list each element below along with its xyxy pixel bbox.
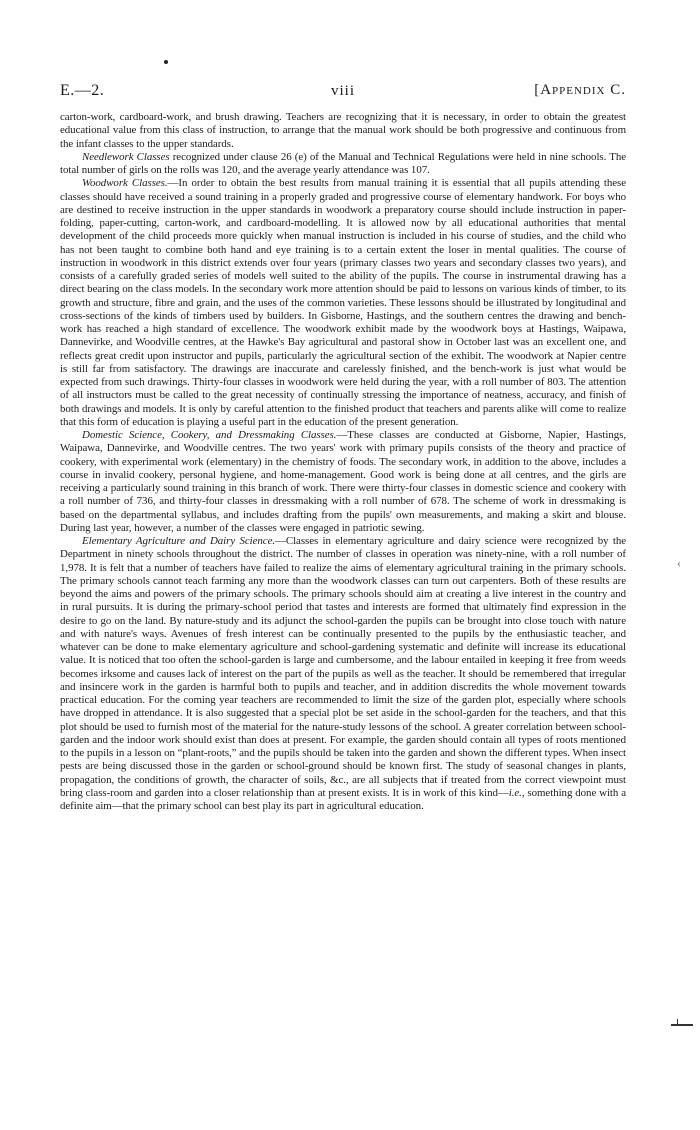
- abbreviation-ie: i.e.,: [508, 786, 525, 799]
- document-code: E.—2.: [60, 82, 105, 99]
- section-heading-needlework: Needlework Classes: [82, 150, 170, 163]
- margin-mark-icon: ‹: [677, 556, 681, 570]
- paragraph-domestic-science: [60, 429, 626, 535]
- paragraph-needlework: [60, 151, 626, 178]
- margin-pen-stroke-icon: [671, 1024, 693, 1026]
- page-header: [60, 82, 626, 102]
- paragraph-text: —These classes are conducted at Gisborne, Napier, Hastings, Waipawa, Dannevirke, and Woodville centres. The two years' work with primary pupils consists of the theory and practice of cookery, with experimental work (elementary) in the chemistry of foods. The secondary work, in addition to the above, includes a course in invalid cookery, personal hygiene, and home-management. Good work is being done at all centres, and the girls are receiving a particularly sound training in this branch of work. There were thirty-four classes in domestic science and cookery with a roll number of 736, and thirty-four classes in dressmaking with a roll number of 678. The scheme of work in dressmaking is based on the departmental syllabus, and includes drafting from the pupils' own measurements, and making a skirt and blouse. During last year, however, a number of the classes were engaged in patriotic sewing.: [60, 429, 626, 534]
- ink-dot: [164, 60, 168, 64]
- paragraph-text: recognized under clause 26 (e) of the Manual and Technical Regulations were held in nine schools. The total number of girls on the rolls was 120, and the average yearly attendance was 107.: [60, 150, 626, 176]
- page-number: viii: [330, 83, 355, 99]
- paragraph-text: —In order to obtain the best results from manual training it is essential that all pupils attending these classes should have received a sound training in a properly graded and progressive course of elementary handwork. For boys who are destined to receive instruction in the upper standards in woodwork a preparatory course should include instruction in paper-folding, paper-cutting, carton-work, and cardboard-modelling. It is allowed now by all educational authorities that mental development of the child proceeds more quickly when manual instruction is included in his course of studies, and the child who has not been taught to combine both hand and eye training is to a certain extent the loser in mental qualities. The course of instruction in woodwork in this district extends over four years (primary classes two years and secondary classes two years), and consists of a carefully graded series of models well suited to the ability of the pupils. The course in instrumental drawing has a direct bearing on the class models. In the secondary work more attention should be paid to lessons on various kinds of timber, to its growth and structure, fibre and grain, and the uses of the common varieties. These lessons should be illustrated by longitudinal and cross-sections of the kinds of timbers used by builders. In Gisborne, Hastings, and the southern centres the drawing and bench-work has reached a high standard of excellence. The woodwork exhibit made by the woodwork boys at Hastings, Waipawa, Dannevirke, and Woodville centres, at the Hawke's Bay agricultural and pastoral show in October last was an excellent one, and reflects great credit upon instructor and pupils, particularly the agricultural section of the exhibit. The woodwork at Napier centre is still far from satisfactory. The drawings are inaccurate and carelessly finished, and the bench-work is just what would be expected from such drawings. Thirty-four classes in woodwork were held during the year, with a roll number of 803. The attention of all instructors must be called to the great necessity of continually stressing the importance of neatness, accuracy, and finish of both drawings and models. It is only by careful attention to the finished product that teachers and parents alike will come to realize that this form of education is playing a useful part in the education of the present generation.: [60, 177, 626, 428]
- appendix-label: [Appendix C.: [534, 82, 626, 98]
- paragraph-text-tail: something done with a definite aim—that the primary school can best play its part in agricultural education.: [60, 786, 626, 812]
- section-heading-agriculture: Elementary Agriculture and Dairy Science.: [82, 535, 276, 547]
- section-heading-woodwork: Woodwork Classes.: [82, 177, 168, 190]
- section-heading-domestic-science: Domestic Science, Cookery, and Dressmaking Classes.: [82, 429, 337, 441]
- paragraph-woodwork: [60, 177, 626, 429]
- paragraph-agriculture: [60, 535, 626, 813]
- paragraph-carton-work: [60, 111, 626, 151]
- report-body: [60, 111, 626, 813]
- paragraph-text: —Classes in elementary agriculture and dairy science were recognized by the Department in ninety schools throughout the district. The number of classes in operation was ninety-nine, with a roll number of 1,978. It is felt that a number of teachers have failed to realize the aims of elementary agricultural training in the primary schools. The primary schools cannot teach farming any more than the woodwork classes can turn out carpenters. Both of these results are beyond the aims and powers of the primary schools. The primary schools should aim at creating a live interest in the country and in rural pursuits. It is during the primary-school period that tastes and interests are formed that ultimately find expression in the desire to go on the land. By nature-study and its adjunct the school-garden the pupils can be brought into close touch with nature and with nature's ways. Avenues of fresh interest can be continually presented to the pupils by the enthusiastic teacher, and whatever can be done to make elementary agriculture and school-gardening systematic and definite will increase its educational value. It is noticed that too often the school-garden is large and cumbersome, and the labour entailed in keeping it free from weeds becomes irksome and causes lack of interest on the part of the pupils as well as the teacher. It should be remembered that irregular and insincere work in the garden is harmful both to pupils and teacher, and in addition discredits the whole movement towards practical education. For the coming year teachers are recommended to limit the size of the garden plot, especially where schools have dropped in attendance. It is also suggested that a special plot be set aside in the school-garden for the teachers, and that this plot should be used to furnish most of the material for the nature-study lessons of the school. A greater correlation between school-garden and the indoor work should exist than does at present. For example, the garden should contain all types of roots mentioned to the pupils in a lesson on “plant-roots,” and the pupils should be taken into the garden and shown the different types. When insect pests are being discussed those in the garden or school-ground should be known first. The study of seasonal changes in plants, propagation, the conditions of growth, the character of soils, &c., are all subjects that if treated from the correct viewpoint must bring class-room and garden into a closer relationship than at present exists. It is in work of this kind—: [60, 535, 626, 799]
- paragraph-text: carton-work, cardboard-work, and brush drawing. Teachers are recognizing that it is necessary, in order to obtain the greatest educational value from this class of instruction, to arrange that the manual work should be both progressive and continuous from the infant classes to the upper standards.: [60, 111, 626, 150]
